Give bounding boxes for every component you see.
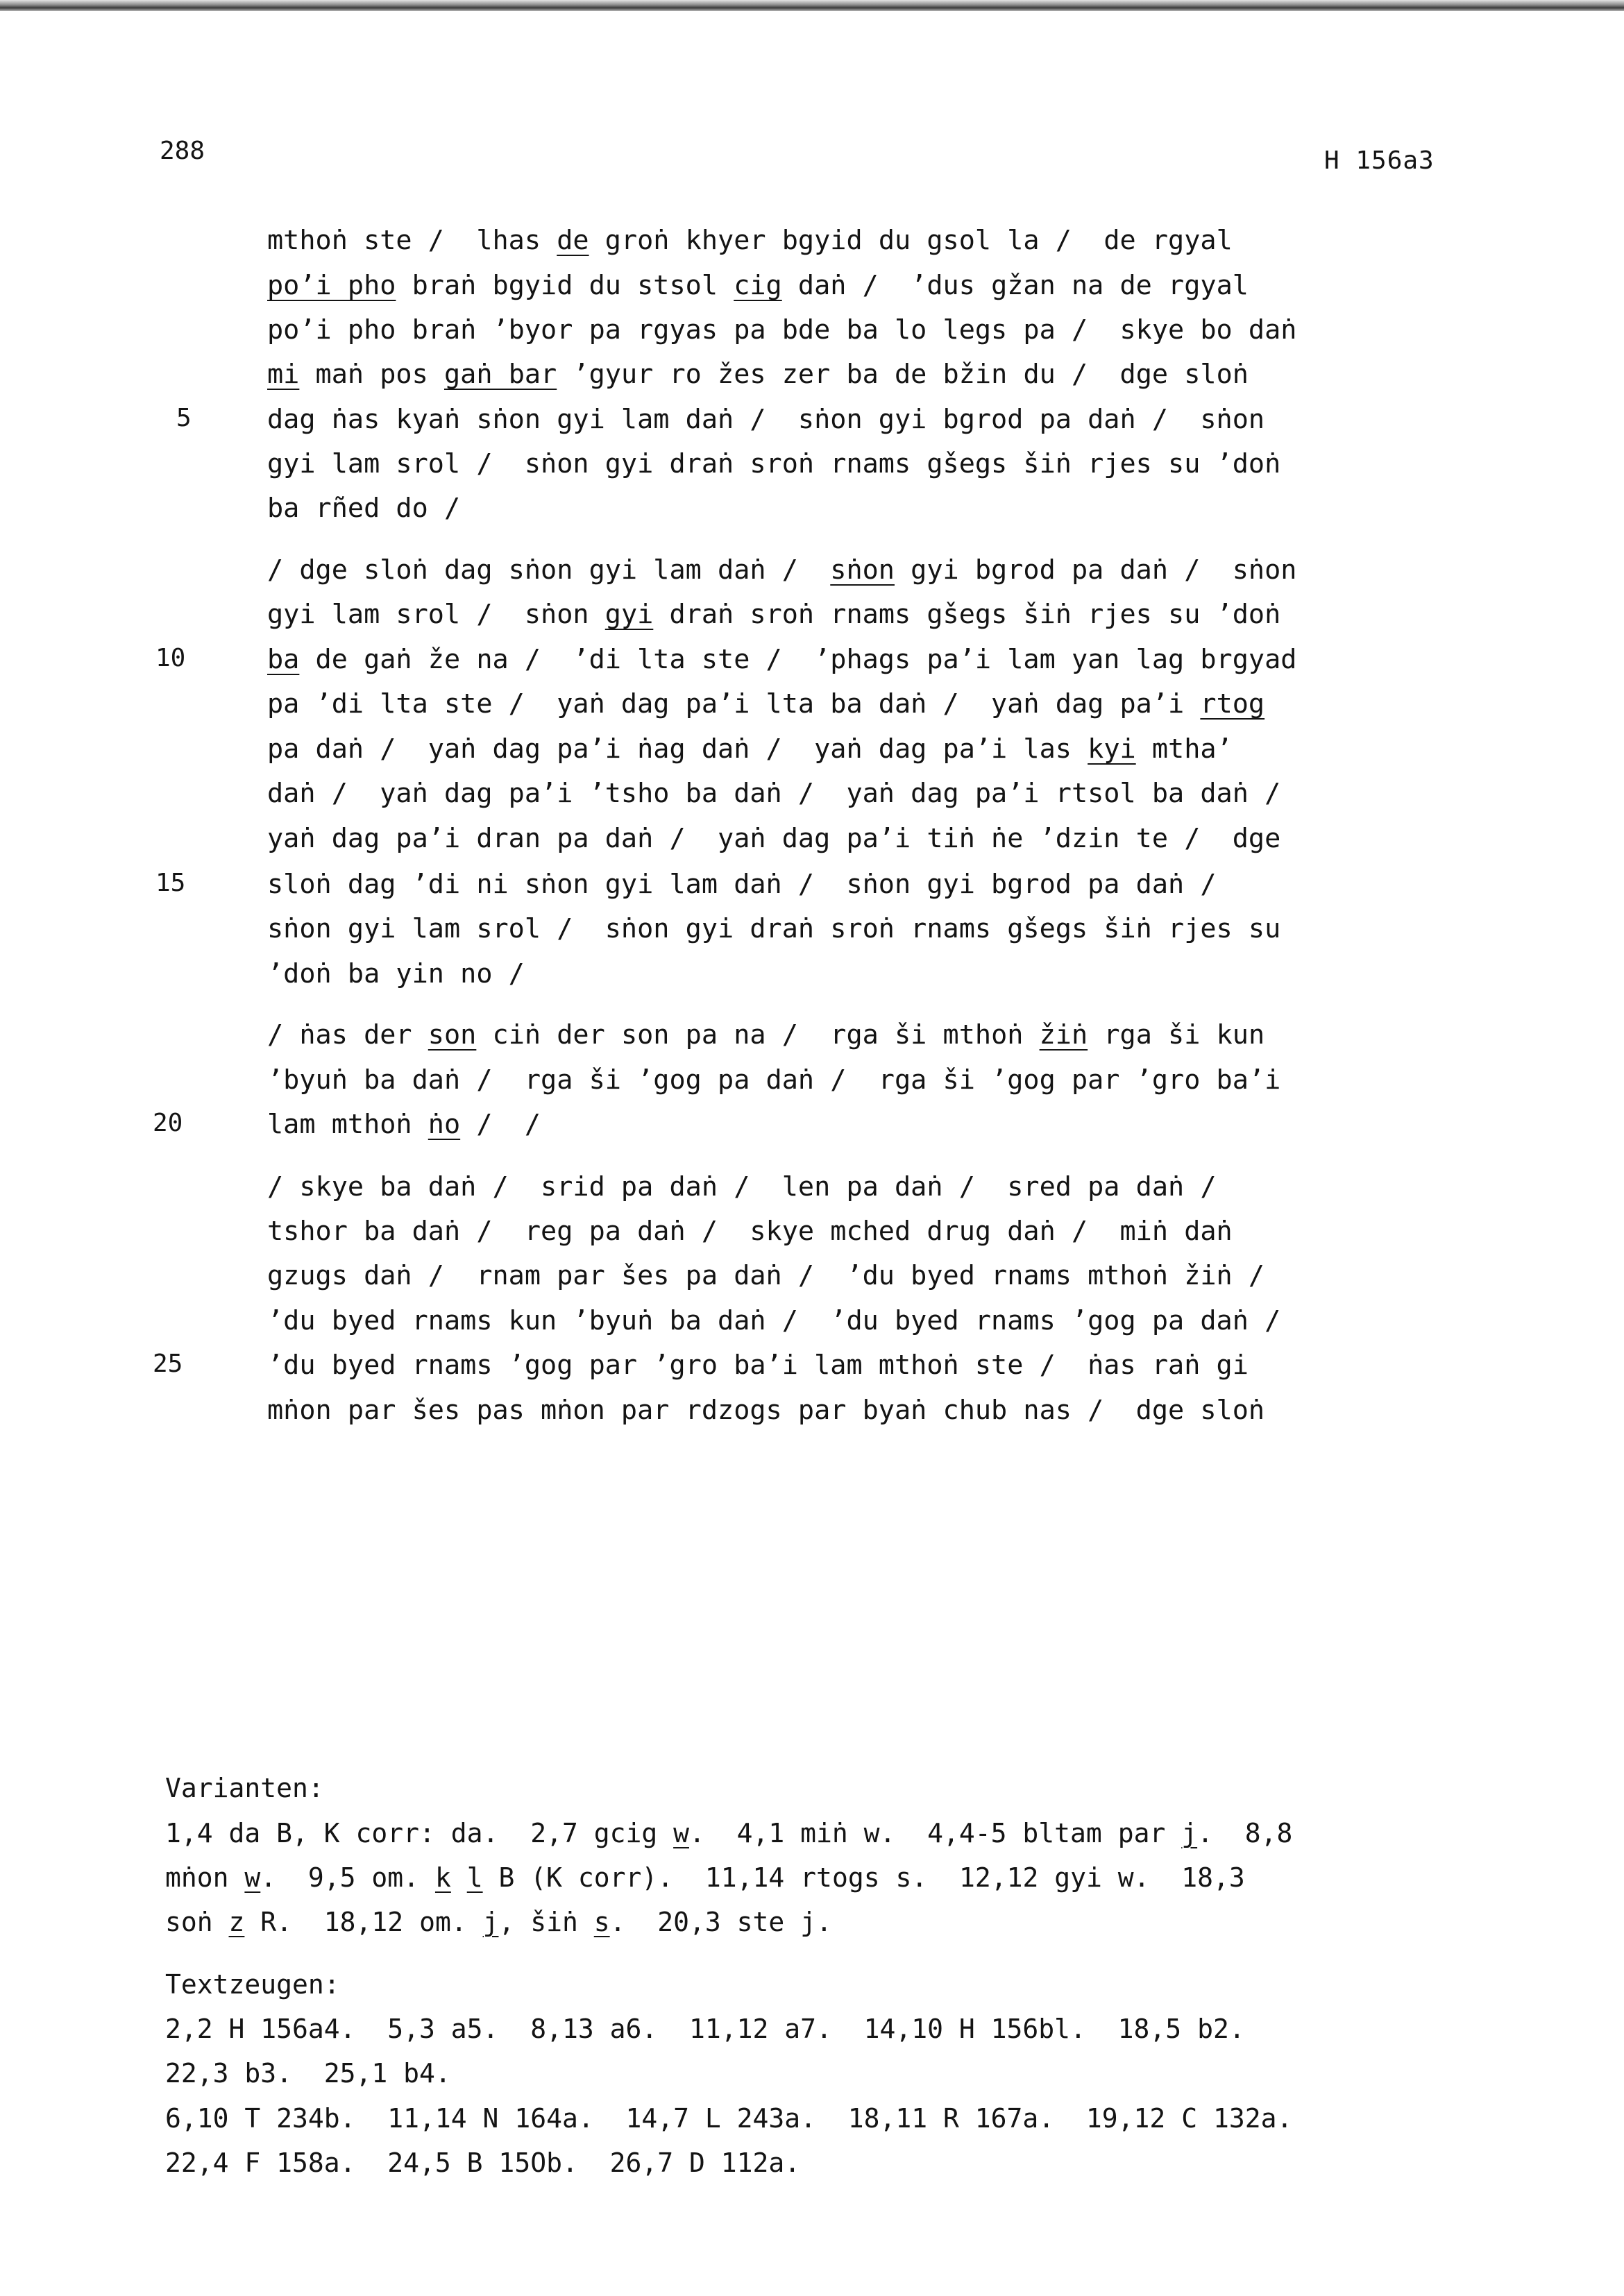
text-line-5: dag ṅas kyaṅ sṅon gyi lam daṅ / sṅon gyi bgrod pa daṅ / sṅon <box>267 404 1265 435</box>
line-number-10: 10 <box>155 644 186 672</box>
text-line-23: gzugs daṅ / rnam par šes pa daṅ / ’du byed rnams mthoṅ žiṅ / <box>267 1260 1265 1291</box>
varianten-line-2: mṅon w. 9,5 om. k l B (K corr). 11,14 rtogs s. 12,12 gyi w. 18,3 <box>165 1862 1245 1893</box>
text-line-6: gyi lam srol / sṅon gyi draṅ sroṅ rnams gšegs šiṅ rjes su ’doṅ <box>267 448 1281 479</box>
line-number-15: 15 <box>155 869 186 897</box>
text-line-26: mṅon par šes pas mṅon par rdzogs par byaṅ chub nas / dge sloṅ <box>267 1395 1265 1426</box>
text-line-13: daṅ / yaṅ dag pa’i ’tsho ba daṅ / yaṅ dag pa’i rtsol ba daṅ / <box>267 778 1281 809</box>
manuscript-reference: H 156a3 <box>1324 146 1435 175</box>
textzeugen-line-3: 6,10 T 234b. 11,14 N 164a. 14,7 L 243a. 18,11 R 167a. 19,12 C 132a. <box>165 2103 1293 2134</box>
scan-top-edge <box>0 0 1624 11</box>
text-line-12: pa daṅ / yaṅ dag pa’i ṅag daṅ / yaṅ dag pa’i las kyi mtha’ <box>267 733 1233 765</box>
text-line-2: po’i pho braṅ bgyid du stsol cig daṅ / ’dus gžan na de rgyal <box>267 270 1249 301</box>
text-line-1: mthoṅ ste / lhas de groṅ khyer bgyid du gsol la / de rgyal <box>267 225 1233 256</box>
line-number-20: 20 <box>153 1109 183 1137</box>
text-line-24: ’du byed rnams kun ’byuṅ ba daṅ / ’du byed rnams ’gog pa daṅ / <box>267 1305 1281 1336</box>
page-number: 288 <box>160 137 205 165</box>
text-line-7: ba rñed do / <box>267 493 461 524</box>
text-line-21: / skye ba daṅ / srid pa daṅ / len pa daṅ / sred pa daṅ / <box>267 1171 1217 1202</box>
line-number-5: 5 <box>176 404 192 432</box>
text-line-17: ’doṅ ba yin no / <box>267 958 525 989</box>
text-line-9: gyi lam srol / sṅon gyi draṅ sroṅ rnams gšegs šiṅ rjes su ’doṅ <box>267 599 1281 630</box>
text-line-11: pa ’di lta ste / yaṅ dag pa’i lta ba daṅ / yaṅ dag pa’i rtog <box>267 688 1265 720</box>
textzeugen-line-1: 2,2 H 156a4. 5,3 a5. 8,13 a6. 11,12 a7. 14,10 H 156bl. 18,5 b2. <box>165 2014 1245 2044</box>
text-line-8: / dge sloṅ dag sṅon gyi lam daṅ / sṅon gyi bgrod pa daṅ / sṅon <box>267 554 1297 586</box>
text-line-18: / ṅas der son ciṅ der son pa na / rga ši mthoṅ žiṅ rga ši kun <box>267 1019 1265 1051</box>
text-line-10: ba de gaṅ že na / ’di lta ste / ’phags pa’i lam yan lag brgyad <box>267 644 1297 675</box>
varianten-heading: Varianten: <box>165 1773 324 1803</box>
text-line-14: yaṅ dag pa’i dran pa daṅ / yaṅ dag pa’i tiṅ ṅe ’dzin te / dge <box>267 823 1281 854</box>
text-line-22: tshor ba daṅ / reg pa daṅ / skye mched drug daṅ / miṅ daṅ <box>267 1216 1233 1247</box>
text-line-4: mi maṅ pos gaṅ bar ’gyur ro žes zer ba de bžin du / dge sloṅ <box>267 359 1249 390</box>
text-line-25: ’du byed rnams ’gog par ’gro ba’i lam mthoṅ ste / ṅas raṅ gi <box>267 1350 1249 1381</box>
varianten-line-3: soṅ z R. 18,12 om. j, šiṅ s. 20,3 ste j. <box>165 1907 832 1937</box>
textzeugen-line-2: 22,3 b3. 25,1 b4. <box>165 2058 451 2089</box>
line-number-25: 25 <box>153 1350 183 1378</box>
textzeugen-heading: Textzeugen: <box>165 1969 340 2000</box>
text-line-3: po’i pho braṅ ’byor pa rgyas pa bde ba lo legs pa / skye bo daṅ <box>267 314 1297 346</box>
text-line-19: ’byuṅ ba daṅ / rga ši ’gog pa daṅ / rga ši ’gog par ’gro ba’i <box>267 1064 1281 1096</box>
text-line-16: sṅon gyi lam srol / sṅon gyi draṅ sroṅ rnams gšegs šiṅ rjes su <box>267 913 1281 944</box>
text-line-20: lam mthoṅ ṅo / / <box>267 1109 541 1140</box>
varianten-line-1: 1,4 da B, K corr: da. 2,7 gcig w. 4,1 miṅ w. 4,4-5 bltam par j. 8,8 <box>165 1818 1293 1848</box>
textzeugen-line-4: 22,4 F 158a. 24,5 B 15Ob. 26,7 D 112a. <box>165 2148 801 2178</box>
text-line-15: sloṅ dag ’di ni sṅon gyi lam daṅ / sṅon gyi bgrod pa daṅ / <box>267 869 1217 900</box>
